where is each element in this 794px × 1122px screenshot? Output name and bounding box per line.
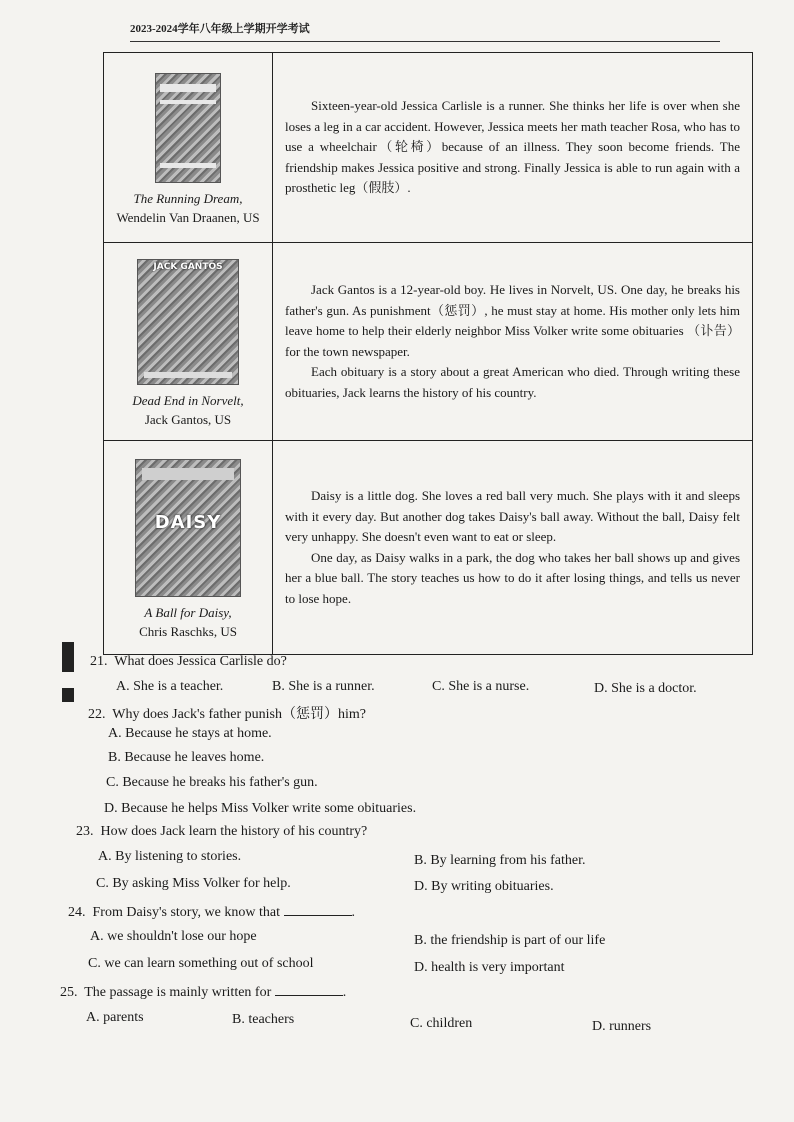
question-stem: 23. How does Jack learn the history of his country?: [76, 824, 368, 839]
book-label: [108, 603, 268, 641]
answer-option: D. Because he helps Miss Volker write some obituaries.: [104, 801, 417, 816]
answer-option: B. Because he leaves home.: [108, 750, 265, 765]
exam-header: 2023-2024学年八年级上学期开学考试: [130, 20, 720, 42]
book-description: [273, 243, 753, 441]
question-stem: 22. Why does Jack's father punish（惩罚）him?: [88, 707, 366, 722]
answer-blank[interactable]: [284, 903, 352, 916]
book-author: Jack Gantos, US: [144, 411, 232, 427]
description-paragraph: One day, as Daisy walks in a park, the dog who takes her ball shows up and gives her a blue ball. The story teaches us how to do it after losing things, and tells us never to lose hope.: [285, 549, 740, 606]
book-cover-image: [135, 459, 241, 597]
cover-text: JACK GANTOS: [153, 261, 223, 272]
answer-option: C. we can learn something out of school: [88, 956, 314, 971]
book-cover-cell: [104, 441, 273, 655]
book-row: [104, 441, 753, 655]
book-cover-cell: [104, 53, 273, 243]
answer-option: D. By writing obituaries.: [414, 879, 554, 894]
description-paragraph: Each obituary is a story about a great American who died. Through writing these obituaries, Jack learns the history of his country.: [285, 364, 740, 400]
answer-option: C. By asking Miss Volker for help.: [96, 876, 291, 891]
answer-blank[interactable]: [275, 983, 343, 996]
book-title: Dead End in Norvelt,: [132, 392, 244, 408]
answer-option: C. Because he breaks his father's gun.: [106, 775, 318, 790]
book-label: [108, 391, 268, 429]
question-stem: 21. What does Jessica Carlisle do?: [90, 654, 287, 669]
answer-option: B. the friendship is part of our life: [414, 933, 606, 948]
book-author: Wendelin Van Draanen, US: [116, 209, 260, 225]
description-paragraph: Daisy is a little dog. She loves a red ball very much. She plays with it and sleeps with it every day. But another dog takes Daisy's ball away. Without the ball, Daisy felt very unhappy. She doesn't even want to eat or sleep.: [285, 488, 740, 544]
description-paragraph: Jack Gantos is a 12-year-old boy. He lives in Norvelt, US. One day, he breaks his father's gun. As punishment（惩罚）, he must stay at home. His mother only lets him leave home to help their elderly neighbor Miss Volker write some obituaries （讣告）for the town newspaper.: [285, 282, 740, 359]
answer-option: B. By learning from his father.: [414, 853, 586, 868]
answer-option: A. By listening to stories.: [98, 849, 242, 864]
question-stem: 24. From Daisy's story, we know that .: [68, 905, 355, 920]
answer-option: A. Because he stays at home.: [108, 726, 272, 741]
book-cover-image: [137, 259, 239, 385]
book-cover-image: [155, 73, 221, 183]
answer-option: A. She is a teacher.: [116, 679, 224, 694]
answer-option: A. we shouldn't lose our hope: [90, 929, 257, 944]
book-table: [103, 52, 753, 655]
book-row: [104, 53, 753, 243]
answer-option: D. health is very important: [414, 960, 565, 975]
scan-smudge: [62, 688, 74, 702]
book-row: [104, 243, 753, 441]
cover-text: DAISY: [154, 511, 222, 533]
answer-option: D. runners: [592, 1019, 652, 1034]
book-cover-cell: [104, 243, 273, 441]
question-stem: 25. The passage is mainly written for .: [60, 985, 347, 1000]
answer-option: D. She is a doctor.: [594, 681, 697, 696]
answer-option: B. teachers: [232, 1012, 295, 1027]
answer-option: A. parents: [86, 1010, 144, 1025]
book-label: [108, 189, 268, 227]
scan-smudge: [62, 642, 74, 672]
answer-option: C. children: [410, 1016, 473, 1031]
book-description: [273, 53, 753, 243]
book-author: Chris Raschks, US: [139, 623, 237, 639]
description-paragraph: Sixteen-year-old Jessica Carlisle is a runner. She thinks her life is over when she loses a leg in a car accident. However, Jessica meets her math teacher Rosa, who has to use a wheelchair（轮椅）because of an illness. They soon become friends. The friendship makes Jessica positive and strong. Finally Jessica is able to run again with a prosthetic leg（假肢）.: [285, 98, 740, 196]
book-title: The Running Dream,: [133, 190, 243, 206]
book-description: [273, 441, 753, 655]
answer-option: C. She is a nurse.: [432, 679, 530, 694]
answer-option: B. She is a runner.: [272, 679, 375, 694]
book-title: A Ball for Daisy,: [144, 604, 232, 620]
